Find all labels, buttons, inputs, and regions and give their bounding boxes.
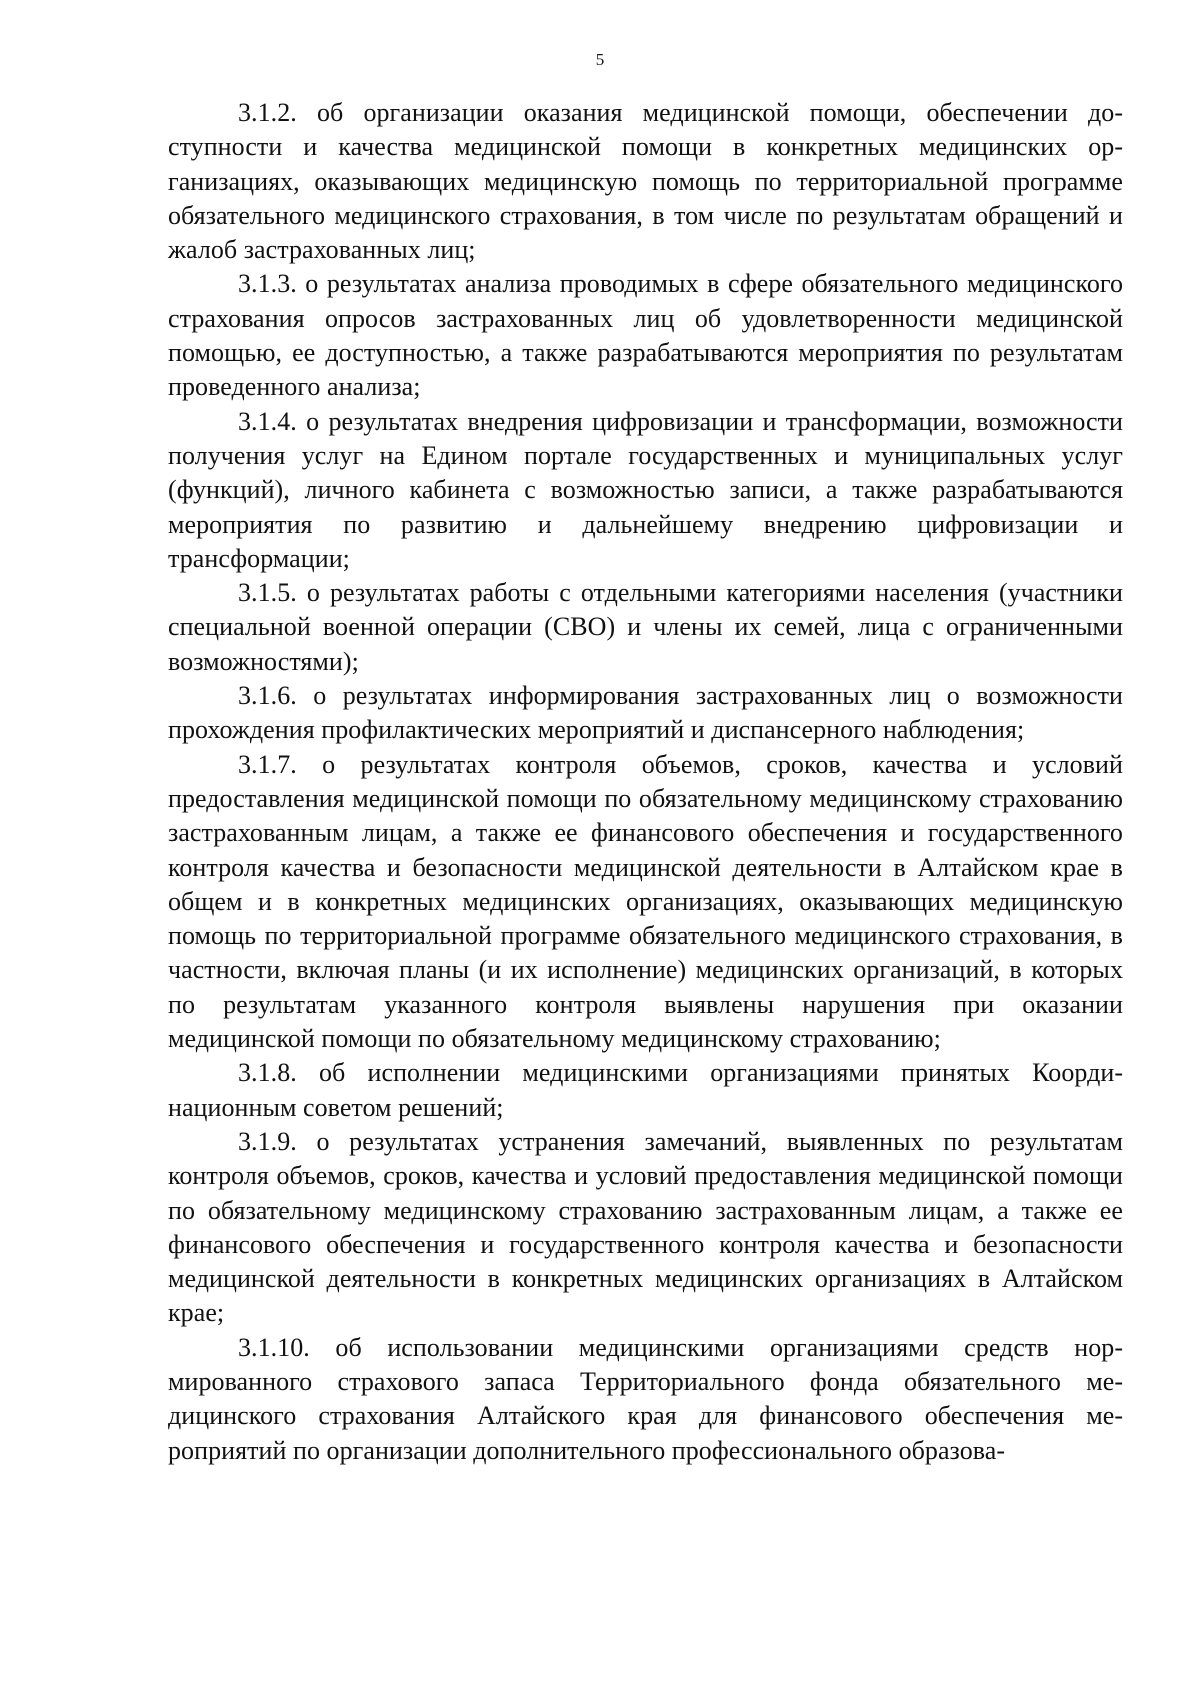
paragraph-3-1-6: 3.1.6. о результатах информирования застрахованных лиц о возможности прохождения профилактических мероприятий и диспансерного наблюдения; xyxy=(168,681,1123,745)
paragraph-3-1-3: 3.1.3. о результатах анализа проводимых в сфере обязательного медицинского страхования опросов застрахованных лиц об удовлетворенности медицинской помощью, ее доступностью, а также разрабатываются мероприятия по результатам проведенного анализа; xyxy=(168,269,1123,402)
paragraph-3-1-8: 3.1.8. об исполнении медицинскими организациями принятых Координационным советом решений; xyxy=(168,1058,1123,1122)
paragraph-3-1-10: 3.1.10. об использовании медицинскими организациями средств нормированного страхового запаса Территориального фонда обязательного медицинского страхования Алтайского края для финансового обеспечения мероприятий по организации дополнительного профессионального образова- xyxy=(168,1332,1123,1465)
paragraph-3-1-4: 3.1.4. о результатах внедрения цифровизации и трансформации, возможности получения услуг на Едином портале государственных и муниципальных услуг (функций), личного кабинета с возможностью записи, а также разрабатываются мероприятия по развитию и дальнейшему внедрению цифровизации и трансформации; xyxy=(168,406,1123,573)
paragraph-3-1-9: 3.1.9. о результатах устранения замечаний, выявленных по результатам контроля объемов, сроков, качества и условий предоставления медицинской помощи по обязательному медицинскому страхованию застрахованным лицам, а также ее финансового обеспечения и государственного контроля качества и безопасности медицинской деятельности в конкретных медицинских организациях в Алтайском крае; xyxy=(168,1126,1123,1328)
paragraph-3-1-5: 3.1.5. о результатах работы с отдельными категориями населения (участники специальной военной операции (СВО) и члены их семей, лица с ограниченными возможностями); xyxy=(168,578,1123,676)
page-number: 5 xyxy=(595,50,605,69)
paragraph-3-1-7: 3.1.7. о результатах контроля объемов, сроков, качества и условий предоставления медицинской помощи по обязательному медицинскому страхованию застрахованным лицам, а также ее финансового обеспечения и государственного контроля качества и безопасности медицинской деятельности в Алтайском крае в общем и в конкретных медицинских организациях, оказывающих медицинскую помощь по территориальной программе обязательного медицинского страхования, в частности, включая планы (и их исполнение) медицинских организаций, в которых по результатам указанного контроля выявлены нарушения при оказании медицинской помощи по обязательному медицинскому страхованию; xyxy=(168,749,1123,1054)
document-body xyxy=(168,96,1123,1468)
paragraph-3-1-2: 3.1.2. об организации оказания медицинской помощи, обеспечении доступности и качества медицинской помощи в конкретных медицинских организациях, оказывающих медицинскую помощь по территориальной программе обязательного медицинского страхования, в том числе по результатам обращений и жалоб застрахованных лиц; xyxy=(168,98,1123,265)
